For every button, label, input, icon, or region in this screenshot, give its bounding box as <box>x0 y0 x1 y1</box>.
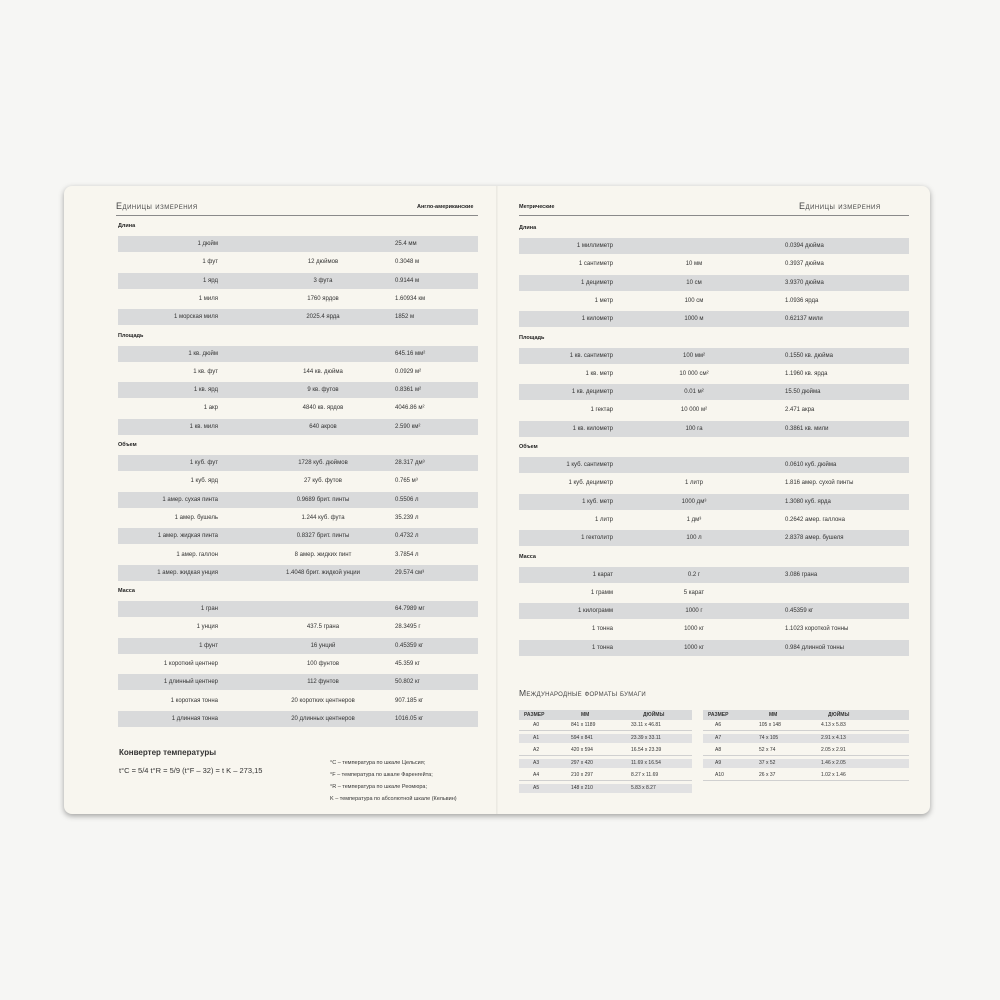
paper-row <box>519 746 692 756</box>
unit-equivalent: 100 мм² <box>683 352 705 359</box>
unit-row <box>519 585 909 601</box>
unit-metric-value: 0.8361 м² <box>395 387 422 394</box>
section-title: Площадь <box>519 334 545 341</box>
unit-row <box>519 238 909 254</box>
unit-equivalent: 20 длинных центнеров <box>291 715 355 722</box>
unit-name: 1 длинная тонна <box>171 715 218 722</box>
left-header-title: Единицы измерения <box>116 201 198 211</box>
unit-row <box>118 693 478 709</box>
unit-name: 1 тонна <box>592 644 613 651</box>
unit-row <box>519 275 909 291</box>
unit-equivalent: 100 фунтов <box>306 661 340 667</box>
unit-name: 1 миля <box>198 295 218 302</box>
right-header-title: Единицы измерения <box>799 201 881 211</box>
unit-metric-value: 0.3937 дюйма <box>785 261 824 268</box>
paper-inches: 23.39 x 33.11 <box>631 734 661 741</box>
paper-row <box>703 746 909 756</box>
paper-row <box>519 759 692 768</box>
unit-metric-value: 0.3861 кв. мили <box>785 425 829 432</box>
right-header-rule <box>519 215 909 216</box>
unit-equivalent: 112 фунтов <box>307 679 339 686</box>
paper-mm: 420 x 594 <box>571 747 593 753</box>
unit-metric-value: 0.0394 дюйма <box>785 243 824 249</box>
section-title: Масса <box>519 553 536 560</box>
unit-metric-value: 0.765 м³ <box>395 478 418 485</box>
unit-name: 1 километр <box>581 316 613 323</box>
header-size: РАЗМЕР <box>708 712 729 718</box>
unit-name: 1 унция <box>196 624 218 631</box>
unit-equivalent: 100 л <box>686 535 702 542</box>
unit-row <box>118 254 478 270</box>
unit-name: 1 дециметр <box>581 279 613 286</box>
paper-inches: 1.02 x 1.46 <box>821 772 846 778</box>
unit-row <box>519 621 909 637</box>
unit-name: 1 метр <box>594 297 613 304</box>
unit-equivalent: 9 кв. футов <box>307 387 339 394</box>
unit-equivalent: 10 см <box>686 279 702 286</box>
unit-name: 1 сантиметр <box>578 261 613 268</box>
unit-equivalent: 8 амер. жидких пинт <box>294 551 352 558</box>
unit-name: 1 кв. фут <box>193 368 218 375</box>
unit-metric-value: 0.9144 м <box>395 277 420 284</box>
unit-row <box>118 565 478 581</box>
paper-row <box>519 721 692 731</box>
paper-mm: 841 x 1189 <box>571 722 596 728</box>
unit-metric-value: 1016.05 кг <box>395 715 424 722</box>
paper-row <box>519 784 692 793</box>
section-title: Масса <box>118 588 135 595</box>
unit-equivalent: 1.244 куб. фута <box>301 514 345 521</box>
unit-row <box>519 494 909 510</box>
unit-equivalent: 100 га <box>685 425 703 432</box>
unit-row <box>118 711 478 727</box>
unit-equivalent: 10 000 м² <box>680 407 708 414</box>
unit-row <box>118 346 478 362</box>
section-title: Длина <box>519 225 537 231</box>
paper-row <box>519 734 692 743</box>
unit-metric-value: 15.50 дюйма <box>785 389 821 396</box>
unit-row <box>118 528 478 544</box>
unit-row <box>519 475 909 491</box>
unit-equivalent: 1760 ярдов <box>307 295 339 302</box>
unit-metric-value: 0.0610 куб. дюйма <box>785 462 837 468</box>
unit-equivalent: 1000 г <box>685 608 703 615</box>
paper-mm: 148 x 210 <box>571 784 593 791</box>
unit-metric-value: 1.3080 куб. ярда <box>785 498 831 505</box>
left-header-rule <box>116 215 478 216</box>
paper-inches: 33.11 x 46.81 <box>631 722 661 728</box>
header-inches: ДЮЙМЫ <box>643 712 665 718</box>
unit-equivalent: 1000 кг <box>684 626 704 633</box>
converter-note: °R – температура по шкале Реомюра; <box>330 784 427 790</box>
unit-row <box>118 656 478 672</box>
unit-name: 1 амер. галлон <box>176 551 218 558</box>
unit-equivalent: 437.5 грана <box>306 624 340 631</box>
unit-row <box>118 619 478 635</box>
unit-metric-value: 2.8378 амер. бушеля <box>785 535 844 542</box>
unit-metric-value: 1.0936 ярда <box>785 297 819 304</box>
unit-metric-value: 0.0929 м² <box>395 368 422 375</box>
unit-row <box>118 400 478 416</box>
header-mm: ММ <box>581 712 590 718</box>
unit-row <box>519 512 909 528</box>
paper-formats-title: Международные форматы бумаги <box>519 688 646 698</box>
paper-mm: 74 x 105 <box>759 734 779 741</box>
paper-mm: 594 x 841 <box>571 734 593 741</box>
unit-row <box>118 419 478 435</box>
unit-name: 1 карат <box>592 571 613 578</box>
unit-metric-value: 35.239 л <box>395 514 419 521</box>
unit-equivalent: 1 литр <box>685 480 703 487</box>
unit-equivalent: 0.01 м² <box>684 389 704 396</box>
paper-inches: 2.91 x 4.13 <box>821 734 846 741</box>
unit-name: 1 гектар <box>590 407 613 414</box>
unit-metric-value: 645.16 мм² <box>395 350 426 357</box>
notebook-spread <box>64 186 930 814</box>
paper-row <box>519 771 692 781</box>
unit-name: 1 куб. метр <box>582 498 613 505</box>
paper-size: A5 <box>533 784 540 791</box>
unit-name: 1 кв. дециметр <box>571 389 613 396</box>
unit-name: 1 амер. бушель <box>174 514 218 521</box>
paper-mm: 52 x 74 <box>759 747 776 753</box>
unit-name: 1 тонна <box>592 626 613 633</box>
unit-metric-value: 1.1960 кв. ярда <box>785 370 828 377</box>
unit-metric-value: 28.3495 г <box>395 624 421 631</box>
unit-row <box>118 638 478 654</box>
unit-metric-value: 3.7854 л <box>395 551 419 558</box>
unit-name: 1 гектолитр <box>581 535 613 542</box>
unit-equivalent: 20 коротких центнеров <box>291 697 355 704</box>
section-title: Длина <box>118 223 136 229</box>
paper-row <box>703 721 909 731</box>
unit-metric-value: 907.185 кг <box>395 697 424 704</box>
unit-name: 1 куб. дециметр <box>568 480 613 487</box>
unit-metric-value: 0.45359 кг <box>395 642 424 649</box>
unit-equivalent: 1728 куб. дюймов <box>298 460 348 466</box>
unit-name: 1 короткий центнер <box>163 661 218 667</box>
unit-equivalent: 5 карат <box>683 589 705 596</box>
unit-row <box>519 348 909 364</box>
unit-row <box>118 473 478 489</box>
paper-row <box>703 759 909 768</box>
unit-name: 1 кв. сантиметр <box>569 352 613 359</box>
paper-table-a0-a5 <box>519 710 692 800</box>
unit-row <box>118 382 478 398</box>
unit-metric-value: 50.802 кг <box>395 679 420 686</box>
unit-equivalent: 16 унций <box>310 642 336 649</box>
unit-equivalent: 10 000 см² <box>679 370 709 377</box>
converter-note: °C – температура по шкале Цельсия; <box>330 760 426 766</box>
unit-name: 1 короткая тонна <box>170 697 218 704</box>
unit-equivalent: 3 фута <box>313 277 333 284</box>
paper-inches: 2.05 x 2.91 <box>821 747 846 753</box>
paper-inches: 8.27 x 11.69 <box>631 772 659 778</box>
unit-name: 1 литр <box>595 516 613 523</box>
unit-row <box>118 547 478 563</box>
unit-metric-value: 1.816 амер. сухой пинты <box>785 480 854 487</box>
section-title: Площадь <box>118 332 144 339</box>
unit-row <box>519 457 909 473</box>
unit-name: 1 ярд <box>203 277 218 284</box>
unit-equivalent: 1000 дм³ <box>681 498 707 505</box>
unit-row <box>118 236 478 252</box>
unit-name: 1 килограмм <box>578 608 613 615</box>
converter-title: Конвертер температуры <box>119 748 217 757</box>
unit-row <box>118 492 478 508</box>
unit-metric-value: 0.45359 кг <box>785 608 814 615</box>
unit-equivalent: 1 дм³ <box>686 516 702 523</box>
unit-equivalent: 0.8327 брит. пинты <box>296 533 350 540</box>
paper-inches: 16.54 x 23.39 <box>631 747 662 753</box>
unit-name: 1 куб. сантиметр <box>566 462 613 468</box>
unit-row <box>519 256 909 272</box>
unit-name: 1 дюйм <box>197 241 218 247</box>
unit-metric-value: 0.4732 л <box>395 533 419 540</box>
unit-equivalent: 12 дюймов <box>307 259 339 266</box>
unit-metric-value: 2.471 акра <box>785 407 815 414</box>
unit-equivalent: 1000 кг <box>684 644 704 651</box>
unit-name: 1 кв. километр <box>572 425 613 432</box>
paper-inches: 5.83 x 8.27 <box>631 784 656 791</box>
unit-equivalent: 100 см <box>684 297 704 304</box>
paper-size: A9 <box>715 759 722 766</box>
unit-row <box>519 567 909 583</box>
paper-table-header <box>519 710 692 720</box>
paper-mm: 26 x 37 <box>759 772 776 778</box>
unit-name: 1 кв. дюйм <box>188 350 218 357</box>
unit-equivalent: 2025.4 ярда <box>306 314 340 321</box>
unit-name: 1 миллиметр <box>576 243 613 249</box>
paper-inches: 1.46 x 2.05 <box>821 759 846 766</box>
unit-row <box>118 601 478 617</box>
paper-size: A2 <box>533 747 540 753</box>
unit-name: 1 куб. ярд <box>190 478 218 485</box>
paper-size: A3 <box>533 759 540 766</box>
unit-equivalent: 10 мм <box>685 261 703 268</box>
paper-size: A8 <box>715 747 722 753</box>
paper-mm: 210 x 297 <box>571 772 593 778</box>
unit-metric-value: 0.2642 амер. галлона <box>785 516 845 523</box>
unit-name: 1 длинный центнер <box>163 679 218 686</box>
unit-row <box>118 273 478 289</box>
unit-metric-value: 1.1023 короткой тонны <box>785 626 849 633</box>
unit-row <box>118 364 478 380</box>
unit-equivalent: 640 акров <box>309 423 337 430</box>
unit-name: 1 кв. ярд <box>193 387 218 394</box>
unit-row <box>519 421 909 437</box>
converter-note: K – температура по абсолютной шкале (Кельвин) <box>330 796 457 802</box>
unit-row <box>519 311 909 327</box>
unit-metric-value: 0.984 длинной тонны <box>785 644 844 651</box>
paper-table-header <box>703 710 909 720</box>
unit-row <box>519 603 909 619</box>
unit-row <box>519 530 909 546</box>
paper-inches: 11.69 x 16.54 <box>631 759 661 766</box>
paper-row <box>703 771 909 781</box>
unit-name: 1 гран <box>200 606 218 613</box>
paper-row <box>703 734 909 743</box>
paper-size: A4 <box>533 772 540 778</box>
unit-metric-value: 0.5506 л <box>395 496 419 503</box>
unit-name: 1 амер. жидкая унция <box>157 569 218 576</box>
unit-metric-value: 64.7989 мг <box>395 606 425 613</box>
paper-size: A1 <box>533 734 540 741</box>
unit-row <box>118 309 478 325</box>
unit-name: 1 фунт <box>199 642 218 649</box>
unit-equivalent: 0.9689 брит. пинты <box>296 496 350 503</box>
section-title: Объем <box>118 442 137 448</box>
unit-metric-value: 0.1550 кв. дюйма <box>785 352 833 359</box>
paper-mm: 105 x 148 <box>759 722 781 728</box>
unit-row <box>519 293 909 309</box>
unit-name: 1 акр <box>203 405 218 412</box>
unit-name: 1 кв. миля <box>189 423 218 430</box>
unit-name: 1 амер. жидкая пинта <box>157 533 218 540</box>
unit-equivalent: 27 куб. футов <box>304 478 342 485</box>
header-mm: ММ <box>769 712 778 718</box>
header-inches: ДЮЙМЫ <box>828 712 850 718</box>
unit-metric-value: 3.9370 дюйма <box>785 279 824 286</box>
unit-equivalent: 4840 кв. ярдов <box>302 405 344 412</box>
paper-size: A10 <box>715 772 724 778</box>
unit-row <box>118 674 478 690</box>
left-header-subtitle: Англо-американские <box>417 204 474 210</box>
unit-row <box>118 455 478 471</box>
unit-equivalent: 1000 м <box>684 316 704 323</box>
unit-row <box>519 640 909 656</box>
unit-name: 1 кв. метр <box>585 370 613 377</box>
paper-inches: 4.13 x 5.83 <box>821 722 846 728</box>
unit-row <box>118 291 478 307</box>
unit-name: 1 фут <box>202 259 218 266</box>
unit-name: 1 амер. сухая пинта <box>162 496 218 503</box>
unit-equivalent: 144 кв. дюйма <box>303 368 343 375</box>
converter-note: °F – температура по шкале Фаренгейта; <box>330 772 433 778</box>
unit-row <box>519 402 909 418</box>
paper-size: A6 <box>715 722 722 728</box>
unit-metric-value: 25.4 мм <box>395 241 417 247</box>
section-title: Объем <box>519 444 538 450</box>
unit-row <box>519 384 909 400</box>
unit-name: 1 куб. фут <box>189 460 218 466</box>
unit-metric-value: 2.590 км² <box>395 423 421 430</box>
unit-equivalent: 0.2 г <box>687 571 701 578</box>
unit-metric-value: 3.086 грана <box>785 571 818 578</box>
left-page <box>64 186 497 814</box>
unit-metric-value: 4046.86 м² <box>395 405 425 412</box>
unit-metric-value: 1852 м <box>395 314 415 321</box>
paper-mm: 297 x 420 <box>571 759 593 766</box>
converter-formula: t°C = 5/4 t°R = 5/9 (t°F – 32) = t K – 273,15 <box>119 766 263 775</box>
unit-metric-value: 0.62137 мили <box>785 316 823 323</box>
unit-metric-value: 1.60934 км <box>395 295 426 302</box>
unit-row <box>118 510 478 526</box>
unit-equivalent: 1.4048 брит. жидкой унции <box>286 569 360 576</box>
unit-row <box>519 366 909 382</box>
paper-size: A7 <box>715 734 722 741</box>
unit-metric-value: 28.317 дм³ <box>395 460 425 466</box>
paper-mm: 37 x 52 <box>759 759 776 766</box>
unit-metric-value: 0.3048 м <box>395 259 420 266</box>
unit-name: 1 морская миля <box>173 314 218 321</box>
paper-table-a6-a10 <box>703 710 909 800</box>
header-size: РАЗМЕР <box>524 712 545 718</box>
unit-metric-value: 29.574 см³ <box>395 569 425 576</box>
right-page <box>497 186 930 814</box>
unit-name: 1 грамм <box>590 589 613 596</box>
right-header-subtitle: Метрические <box>519 204 555 210</box>
paper-size: A0 <box>533 722 540 728</box>
unit-metric-value: 45.359 кг <box>395 661 420 667</box>
